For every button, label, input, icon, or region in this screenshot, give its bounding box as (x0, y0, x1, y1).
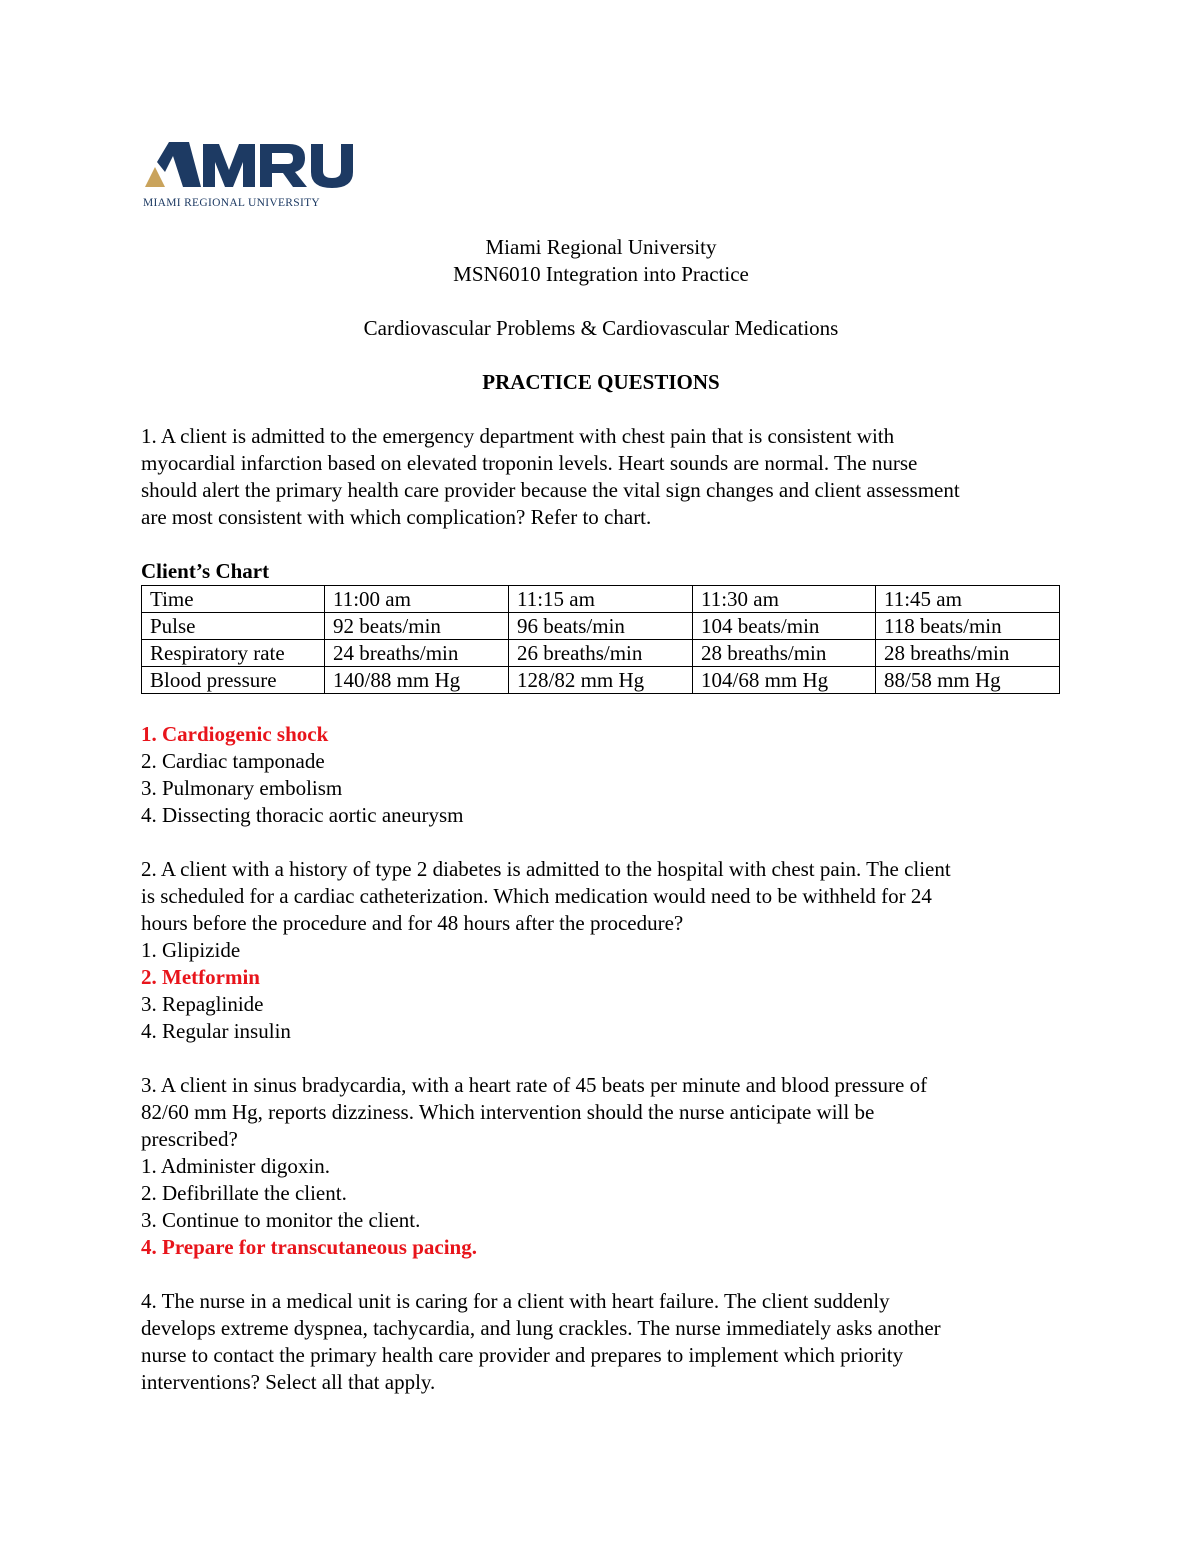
table-cell: 26 breaths/min (509, 640, 693, 667)
table-row (142, 586, 1060, 613)
table-cell: 88/58 mm Hg (876, 667, 1060, 694)
question-1-line: 1. A client is admitted to the emergency department with chest pain that is consistent with (141, 424, 895, 448)
answer-option: 3. Repaglinide (141, 992, 264, 1016)
mru-logo (143, 140, 375, 212)
page-title: PRACTICE QUESTIONS (482, 370, 720, 394)
question-4-line: develops extreme dyspnea, tachycardia, and lung crackles. The nurse immediately asks another (141, 1316, 941, 1340)
question-2-line: is scheduled for a cardiac catheterization. Which medication would need to be withheld for 24 (141, 884, 932, 908)
answer-option-correct: 4. Prepare for transcutaneous pacing. (141, 1235, 477, 1259)
table-cell: 140/88 mm Hg (325, 667, 509, 694)
question-3-line: 3. A client in sinus bradycardia, with a heart rate of 45 beats per minute and blood pressure of (141, 1073, 928, 1097)
answer-option: 1. Administer digoxin. (141, 1154, 330, 1178)
topic-heading: Cardiovascular Problems & Cardiovascular Medications (363, 316, 839, 340)
table-cell: Pulse (142, 613, 325, 640)
table-row (142, 613, 1060, 640)
answer-option: 2. Defibrillate the client. (141, 1181, 347, 1205)
table-cell: Respiratory rate (142, 640, 325, 667)
logo-gold-triangle (145, 167, 165, 187)
clients-chart-table (141, 585, 1060, 694)
logo-letter-m (203, 144, 255, 187)
table-row (142, 640, 1060, 667)
answer-option: 3. Continue to monitor the client. (141, 1208, 421, 1232)
table-cell: 118 beats/min (876, 613, 1060, 640)
table-cell: 104/68 mm Hg (693, 667, 876, 694)
table-cell: 104 beats/min (693, 613, 876, 640)
question-3-line: 82/60 mm Hg, reports dizziness. Which intervention should the nurse anticipate will be (141, 1100, 875, 1124)
table-row (142, 667, 1060, 694)
table-cell: Blood pressure (142, 667, 325, 694)
answer-option: 4. Regular insulin (141, 1019, 291, 1043)
table-cell: 96 beats/min (509, 613, 693, 640)
question-2 (141, 856, 1061, 1045)
table-cell: 28 breaths/min (693, 640, 876, 667)
table-cell: 11:00 am (325, 586, 509, 613)
table-cell: 128/82 mm Hg (509, 667, 693, 694)
question-3-line: prescribed? (141, 1127, 238, 1151)
question-1 (141, 423, 1061, 829)
question-4-line: 4. The nurse in a medical unit is caring for a client with heart failure. The client suddenly (141, 1289, 890, 1313)
question-4-line: nurse to contact the primary health care provider and prepares to implement which priority (141, 1343, 904, 1367)
logo-letter-r (260, 144, 307, 187)
answer-option-correct: 1. Cardiogenic shock (141, 722, 329, 746)
answer-option: 2. Cardiac tamponade (141, 749, 325, 773)
table-cell: 28 breaths/min (876, 640, 1060, 667)
question-4-line: interventions? Select all that apply. (141, 1370, 436, 1394)
question-2-line: hours before the procedure and for 48 hours after the procedure? (141, 911, 684, 935)
question-3 (141, 1072, 1061, 1261)
question-1-line: are most consistent with which complication? Refer to chart. (141, 505, 652, 529)
chart-label: Client’s Chart (141, 559, 270, 583)
table-cell: 11:45 am (876, 586, 1060, 613)
answer-option: 4. Dissecting thoracic aortic aneurysm (141, 803, 464, 827)
table-cell: 11:30 am (693, 586, 876, 613)
question-2-line: 2. A client with a history of type 2 diabetes is admitted to the hospital with chest pain. The client (141, 857, 951, 881)
table-cell: 92 beats/min (325, 613, 509, 640)
table-cell: 24 breaths/min (325, 640, 509, 667)
table-cell: Time (142, 586, 325, 613)
question-1-line: myocardial infarction based on elevated troponin levels. Heart sounds are normal. The nurse (141, 451, 918, 475)
answer-option-correct: 2. Metformin (141, 965, 260, 989)
question-1-line: should alert the primary health care provider because the vital sign changes and client assessment (141, 478, 960, 502)
table-cell: 11:15 am (509, 586, 693, 613)
course-name: MSN6010 Integration into Practice (453, 262, 749, 286)
logo-letter-u (311, 144, 353, 188)
answer-option: 1. Glipizide (141, 938, 241, 962)
logo-subtitle: MIAMI REGIONAL UNIVERSITY (143, 197, 321, 209)
answer-option: 3. Pulmonary embolism (141, 776, 343, 800)
question-4 (141, 1288, 1061, 1396)
university-name: Miami Regional University (485, 235, 717, 259)
document-body (141, 234, 1061, 1396)
logo-navy-sail (157, 142, 201, 187)
